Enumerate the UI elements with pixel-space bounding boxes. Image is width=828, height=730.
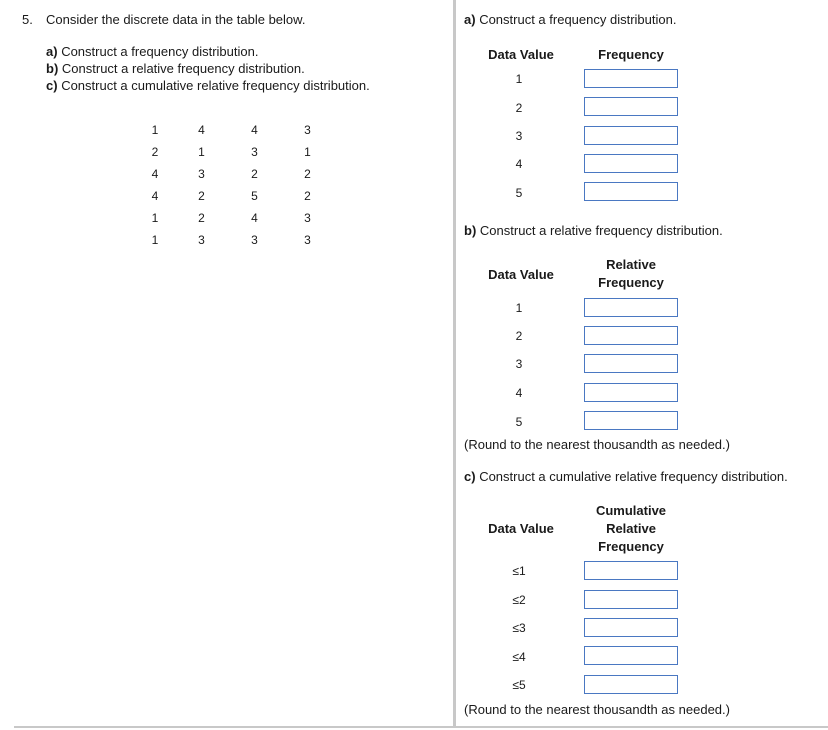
part-c-row-label: ≤4 [512, 650, 526, 664]
part-a-frequency-input-5[interactable] [584, 182, 678, 201]
table-row [135, 229, 334, 251]
part-c-cumulative-input-5[interactable] [584, 675, 678, 694]
table-cell: 3 [251, 233, 258, 247]
part-c-cumulative-input-4[interactable] [584, 646, 678, 665]
part-b-relative-input-2[interactable] [584, 326, 678, 345]
table-cell: 3 [304, 233, 311, 247]
table-cell: 1 [151, 211, 159, 225]
part-a-frequency-input-2[interactable] [584, 97, 678, 116]
part-c-row-label: ≤2 [512, 593, 526, 607]
part-b-title: b) Construct a relative frequency distribution. [464, 223, 723, 238]
data-table [135, 119, 334, 251]
part-b-row-label: 3 [515, 357, 523, 371]
part-a-frequency-input-1[interactable] [584, 69, 678, 88]
task-list [46, 43, 370, 94]
question-prompt: Consider the discrete data in the table below. [46, 12, 306, 27]
question-number: 5. [22, 12, 33, 27]
part-c-row-label: ≤3 [512, 621, 526, 635]
part-a-row-label: 3 [515, 129, 523, 143]
part-a-frequency-input-4[interactable] [584, 154, 678, 173]
part-c-cumulative-input-1[interactable] [584, 561, 678, 580]
part-b-rounding-note: (Round to the nearest thousandth as needed.) [464, 437, 730, 452]
part-b-row-label: 4 [515, 386, 523, 400]
task-b: b) Construct a relative frequency distribution. [46, 61, 305, 76]
table-cell: 2 [198, 189, 205, 203]
answer-pane [456, 0, 828, 726]
part-b-value-header: Data Value [488, 267, 554, 282]
task-c: c) Construct a cumulative relative frequency distribution. [46, 78, 370, 93]
part-b-frequency-header: Relative Frequency [598, 257, 664, 290]
table-cell: 2 [151, 145, 159, 159]
table-cell: 3 [198, 167, 205, 181]
part-c-rounding-note: (Round to the nearest thousandth as needed.) [464, 702, 730, 717]
table-row [135, 163, 334, 185]
table-cell: 2 [304, 167, 311, 181]
table-cell: 3 [304, 123, 311, 137]
task-a: a) Construct a frequency distribution. [46, 44, 259, 59]
part-a-title: a) Construct a frequency distribution. [464, 12, 677, 27]
part-a-row-label: 1 [515, 72, 523, 86]
part-c-title: c) Construct a cumulative relative frequency distribution. [464, 469, 788, 484]
table-cell: 4 [251, 211, 258, 225]
table-row [135, 119, 334, 141]
table-cell: 3 [251, 145, 258, 159]
part-b-row-label: 1 [515, 301, 523, 315]
part-b-row-label: 5 [515, 415, 523, 429]
table-cell: 1 [151, 233, 159, 247]
part-a-row-label: 4 [515, 157, 523, 171]
part-a-value-header: Data Value [488, 47, 554, 62]
table-cell: 1 [304, 145, 311, 159]
table-cell: 4 [251, 123, 258, 137]
part-c-cumulative-input-3[interactable] [584, 618, 678, 637]
table-cell: 3 [198, 233, 205, 247]
part-c-frequency-header: Cumulative Relative Frequency [595, 503, 667, 554]
part-b-relative-input-3[interactable] [584, 354, 678, 373]
table-cell: 2 [198, 211, 205, 225]
table-cell: 2 [304, 189, 311, 203]
table-cell: 1 [151, 123, 159, 137]
part-a-frequency-input-3[interactable] [584, 126, 678, 145]
table-cell: 3 [304, 211, 311, 225]
part-c-cumulative-input-2[interactable] [584, 590, 678, 609]
part-c-value-header: Data Value [488, 521, 554, 536]
table-cell: 4 [151, 189, 159, 203]
part-b-relative-input-5[interactable] [584, 411, 678, 430]
table-cell: 4 [198, 123, 205, 137]
part-b-relative-input-4[interactable] [584, 383, 678, 402]
table-cell: 4 [151, 167, 159, 181]
bottom-rule [14, 726, 828, 728]
part-a-row-label: 2 [515, 101, 523, 115]
table-row [135, 185, 334, 207]
table-row [135, 141, 334, 163]
part-a-frequency-header: Frequency [598, 47, 664, 62]
part-c-row-label: ≤5 [512, 678, 526, 692]
part-a-row-label: 5 [515, 186, 523, 200]
part-b-relative-input-1[interactable] [584, 298, 678, 317]
table-cell: 2 [251, 167, 258, 181]
part-b-row-label: 2 [515, 329, 523, 343]
table-row [135, 207, 334, 229]
part-c-row-label: ≤1 [512, 564, 526, 578]
table-cell: 5 [251, 189, 258, 203]
table-cell: 1 [198, 145, 205, 159]
